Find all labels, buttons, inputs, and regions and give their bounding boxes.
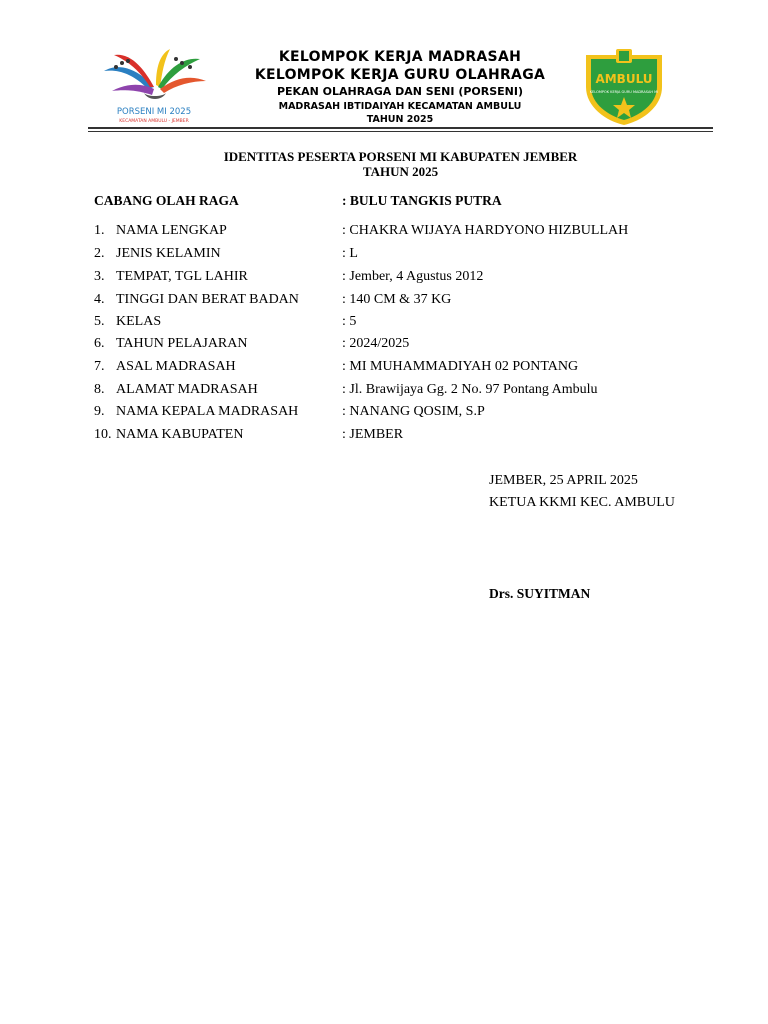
field-number: 9.: [94, 404, 105, 419]
letterhead-rule-thick: [88, 127, 713, 129]
field-value: : L: [342, 246, 358, 261]
shield-subtitle: KELOMPOK KERJA GURU MADRASAH MI: [589, 90, 659, 94]
category-label: CABANG OLAH RAGA: [94, 193, 239, 208]
field-label: TINGGI DAN BERAT BADAN: [116, 292, 299, 307]
logo-feathers: [104, 49, 206, 99]
signature-place-date: JEMBER, 25 APRIL 2025: [489, 473, 638, 488]
letterhead-line-5: TAHUN 2025: [366, 114, 434, 125]
field-value: : CHAKRA WIJAYA HARDYONO HIZBULLAH: [342, 223, 629, 238]
field-number: 2.: [94, 246, 105, 261]
field-value: : MI MUHAMMADIYAH 02 PONTANG: [342, 359, 579, 374]
porseni-logo-icon: [96, 47, 212, 125]
signature-position: KETUA KKMI KEC. AMBULU: [489, 495, 675, 510]
field-label: NAMA KABUPATEN: [116, 427, 244, 442]
letterhead: [220, 48, 580, 126]
kkmi-shield-logo-icon: [576, 47, 672, 127]
signature-name: Drs. SUYITMAN: [489, 586, 591, 601]
field-number: 3.: [94, 269, 105, 284]
field-value: : Jember, 4 Agustus 2012: [342, 269, 484, 284]
title-line-2: TAHUN 2025: [362, 164, 439, 179]
field-label: KELAS: [116, 314, 162, 329]
field-number: 10.: [94, 427, 112, 442]
shield-title: AMBULU: [595, 72, 653, 86]
letterhead-line-3: PEKAN OLAHRAGA DAN SENI (PORSENI): [276, 85, 523, 98]
field-label: TAHUN PELAJARAN: [116, 336, 248, 351]
field-value: : JEMBER: [342, 427, 404, 442]
field-label: TEMPAT, TGL LAHIR: [116, 269, 248, 284]
field-number: 7.: [94, 359, 105, 374]
field-label: NAMA LENGKAP: [116, 223, 227, 238]
logo-title: PORSENI MI 2025: [116, 107, 192, 117]
field-value: : 140 CM & 37 KG: [342, 292, 452, 307]
field-number: 6.: [94, 336, 105, 351]
document-title: [88, 149, 713, 179]
letterhead-line-1: KELOMPOK KERJA MADRASAH: [278, 49, 522, 65]
field-value: : 2024/2025: [342, 336, 410, 351]
field-value: : Jl. Brawijaya Gg. 2 No. 97 Pontang Ambulu: [342, 382, 598, 397]
category-value: : BULU TANGKIS PUTRA: [342, 193, 502, 208]
letterhead-rule-thin: [88, 131, 713, 132]
logo-subtitle: KECAMATAN AMBULU - JEMBER: [119, 119, 189, 124]
field-label: JENIS KELAMIN: [116, 246, 221, 261]
field-label: ASAL MADRASAH: [116, 359, 236, 374]
letterhead-line-2: KELOMPOK KERJA GURU OLAHRAGA: [254, 67, 546, 83]
field-value: : NANANG QOSIM, S.P: [342, 404, 485, 419]
field-label: ALAMAT MADRASAH: [116, 382, 258, 397]
field-label: NAMA KEPALA MADRASAH: [116, 404, 299, 419]
title-line-1: IDENTITAS PESERTA PORSENI MI KABUPATEN JEMBER: [223, 149, 578, 164]
letterhead-line-4: MADRASAH IBTIDAIYAH KECAMATAN AMBULU: [278, 101, 522, 112]
field-number: 5.: [94, 314, 105, 329]
field-number: 1.: [94, 223, 105, 238]
field-number: 4.: [94, 292, 105, 307]
field-number: 8.: [94, 382, 105, 397]
field-value: : 5: [342, 314, 357, 329]
